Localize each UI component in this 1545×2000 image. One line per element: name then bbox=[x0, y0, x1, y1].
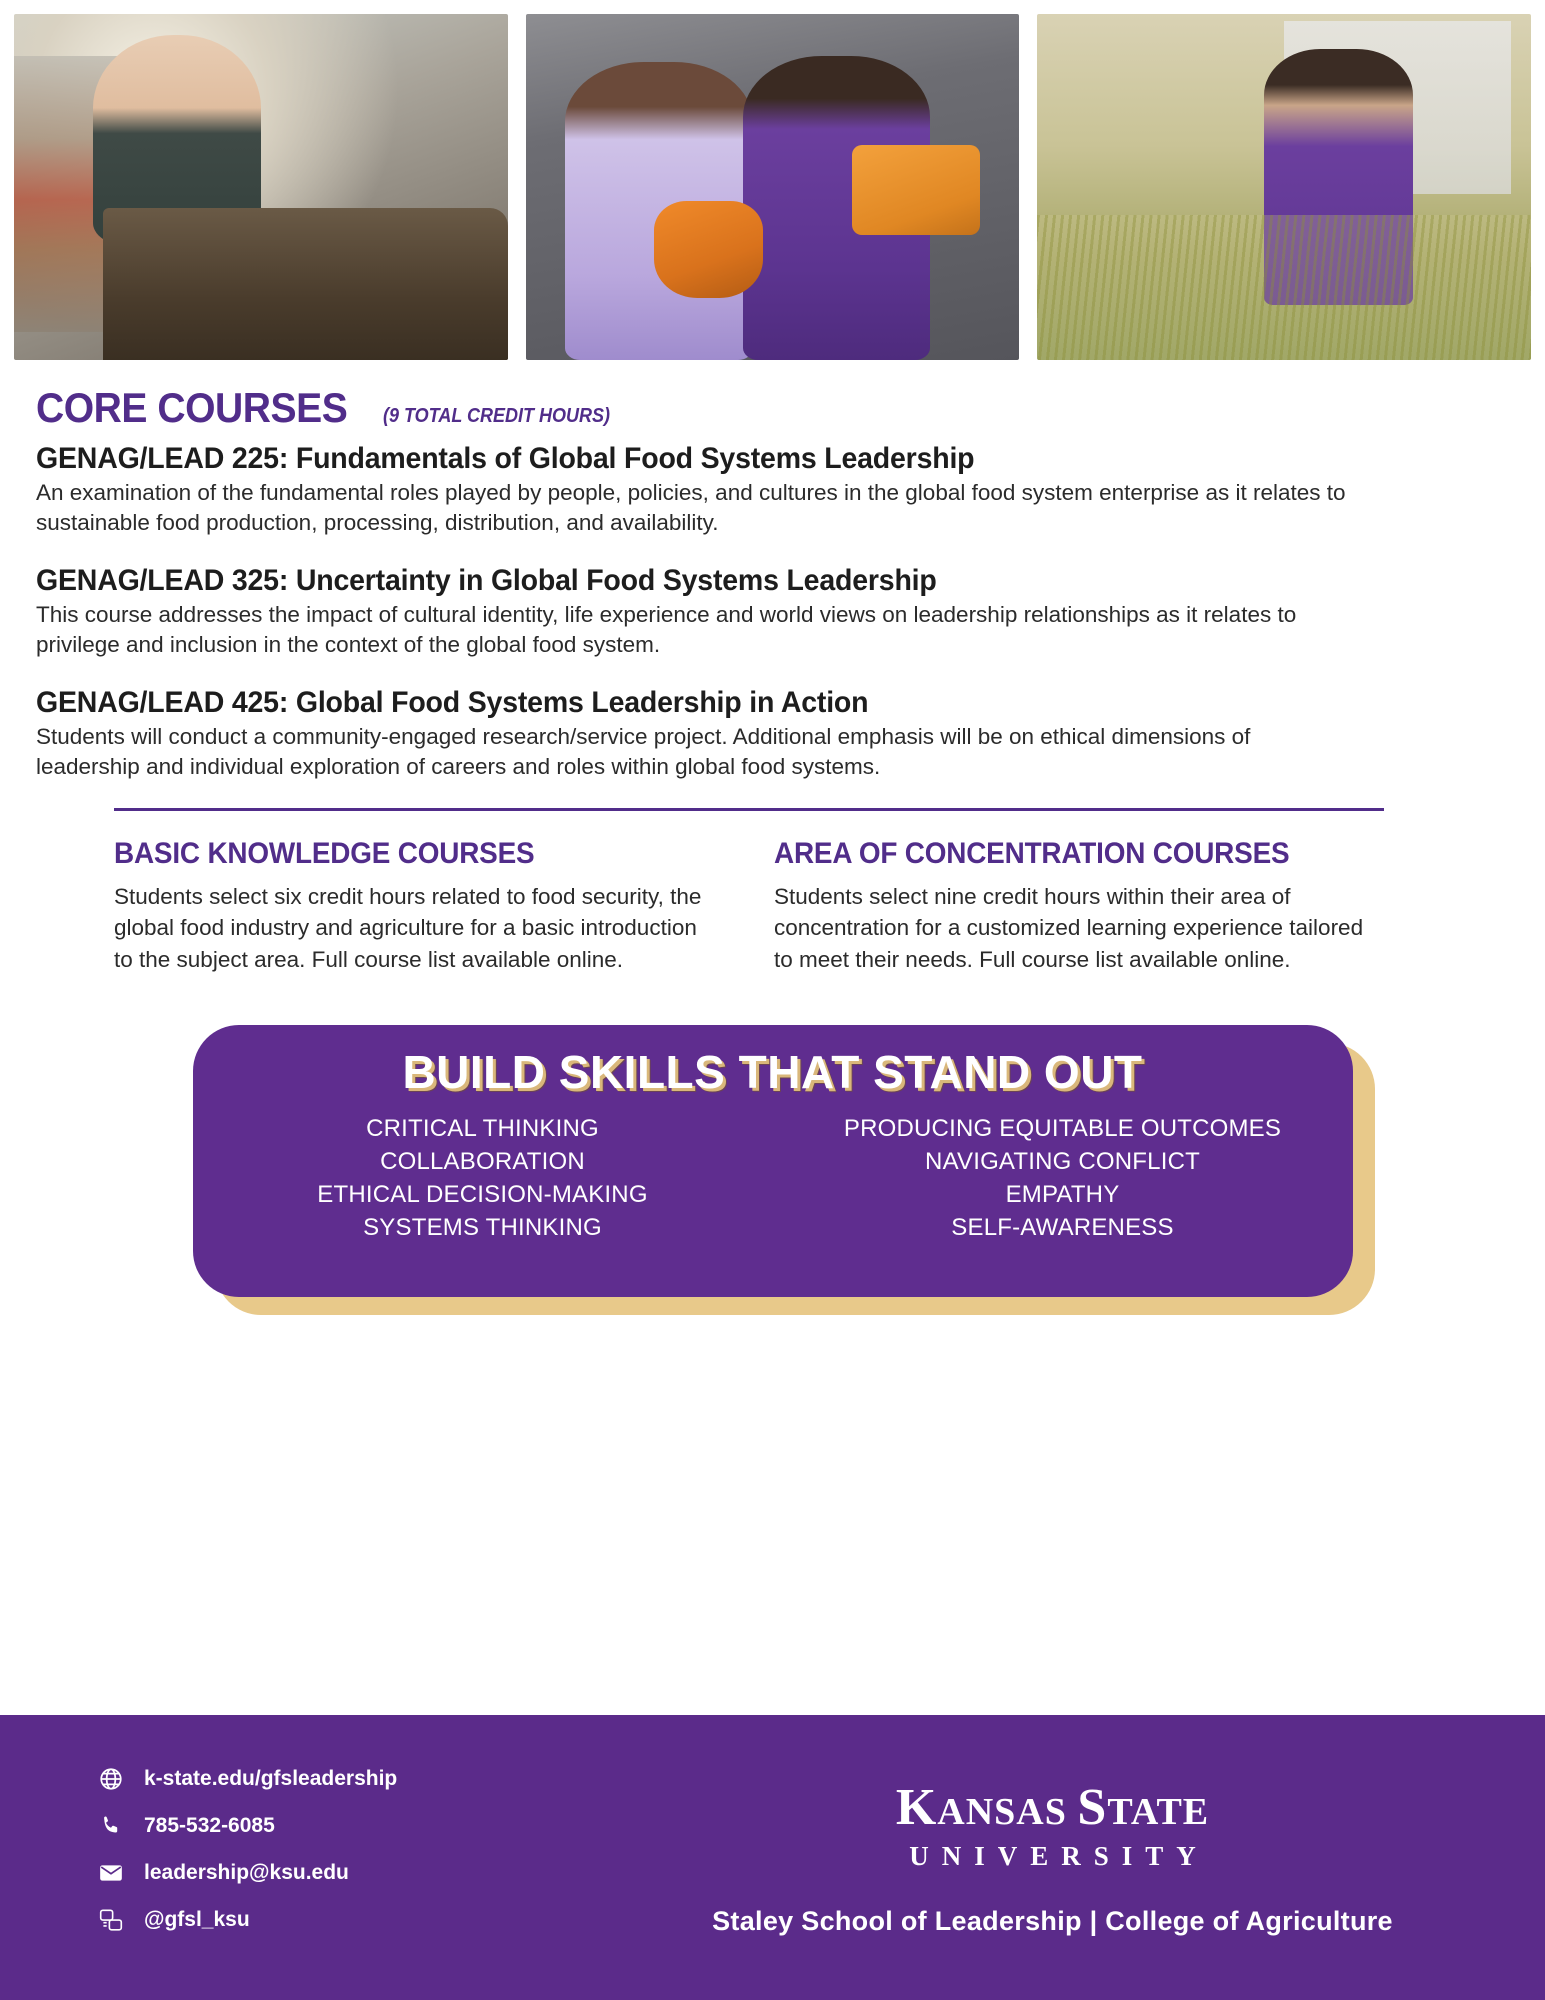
course-entry bbox=[36, 686, 1509, 782]
skills-callout bbox=[193, 1025, 1353, 1315]
contact-social[interactable] bbox=[96, 1905, 600, 1935]
photo-strip bbox=[0, 0, 1545, 360]
skill-item: CRITICAL THINKING bbox=[366, 1115, 599, 1143]
core-courses-credits: (9 TOTAL CREDIT HOURS) bbox=[382, 405, 610, 427]
social-media-icon bbox=[96, 1905, 126, 1935]
area-of-concentration-heading: AREA OF CONCENTRATION COURSES bbox=[774, 836, 1290, 870]
skill-item: SELF-AWARENESS bbox=[951, 1213, 1174, 1241]
section-divider bbox=[114, 808, 1384, 811]
basic-knowledge-text: Students select six credit hours related to food security, the global food industry and agriculture for a basic introduction to the subject area. Full course list available online. bbox=[114, 883, 702, 972]
ksu-ansas: ANSAS bbox=[937, 1791, 1078, 1833]
social-text: @gfsl_ksu bbox=[144, 1907, 250, 1931]
skill-item: PRODUCING EQUITABLE OUTCOMES bbox=[843, 1115, 1282, 1143]
phone-text: 785-532-6085 bbox=[144, 1813, 275, 1837]
footer bbox=[0, 1715, 1545, 2000]
course-title: GENAG/LEAD 425: Global Food Systems Leadership in Action bbox=[36, 685, 869, 719]
skill-item: NAVIGATING CONFLICT bbox=[925, 1147, 1200, 1175]
carrot-bag-shape bbox=[852, 145, 980, 235]
photo-greenhouse-researcher bbox=[1037, 14, 1531, 360]
skills-title: BUILD SKILLS THAT STAND OUT bbox=[402, 1046, 1143, 1099]
area-of-concentration-text: Students select nine credit hours within their area of concentration for a customized learning experience tailored to meet their needs. Full course list available online. bbox=[774, 883, 1364, 972]
course-description: An examination of the fundamental roles played by people, policies, and cultures in the global food system enterprise as it relates to sustainable food production, processing, distribution, and availability. bbox=[36, 480, 1346, 535]
contact-website[interactable] bbox=[96, 1764, 600, 1794]
skills-list-left bbox=[193, 1113, 773, 1245]
ksu-tate: TATE bbox=[1107, 1791, 1210, 1833]
skill-item: COLLABORATION bbox=[380, 1147, 585, 1175]
email-text: leadership@ksu.edu bbox=[144, 1860, 349, 1884]
secondary-course-columns bbox=[36, 837, 1509, 976]
photo-food-pantry bbox=[14, 14, 508, 360]
carrots-shape bbox=[654, 201, 763, 298]
website-text: k-state.edu/gfsleadership bbox=[144, 1766, 398, 1790]
skill-item: ETHICAL DECISION-MAKING bbox=[317, 1180, 648, 1208]
phone-icon bbox=[96, 1811, 126, 1841]
course-entry bbox=[36, 442, 1509, 538]
skills-list-right bbox=[773, 1113, 1353, 1245]
basic-knowledge-column bbox=[114, 837, 714, 976]
envelope-icon bbox=[96, 1858, 126, 1888]
ksu-brand-lockup bbox=[600, 1778, 1545, 1937]
ksu-s: S bbox=[1077, 1779, 1108, 1836]
ksu-wordmark bbox=[600, 1778, 1505, 1837]
globe-icon bbox=[96, 1764, 126, 1794]
core-courses-heading: CORE COURSES bbox=[36, 384, 348, 431]
course-description: Students will conduct a community-engaged research/service project. Additional emphasis will be on ethical dimensions of leadership and individual exploration of careers and roles within global food systems. bbox=[36, 723, 1251, 779]
course-entry bbox=[36, 564, 1509, 660]
contact-email[interactable] bbox=[96, 1858, 600, 1888]
main-content bbox=[0, 360, 1545, 1315]
ksu-university-text: UNIVERSITY bbox=[909, 1841, 1209, 1871]
course-description: This course addresses the impact of cultural identity, life experience and world views on leadership relationships as it relates to privilege and inclusion in the context of the global food system. bbox=[36, 601, 1297, 657]
skills-box bbox=[193, 1025, 1353, 1297]
ksu-k: K bbox=[895, 1779, 938, 1836]
area-of-concentration-column bbox=[774, 837, 1374, 976]
contact-block bbox=[0, 1764, 600, 1952]
ksu-schools-line: Staley School of Leadership | College of Agriculture bbox=[712, 1906, 1393, 1936]
photo-students-carrots bbox=[526, 14, 1020, 360]
photo-figure bbox=[93, 35, 261, 250]
wheat-shape bbox=[1037, 215, 1531, 360]
skills-lists bbox=[193, 1113, 1353, 1245]
skill-item: SYSTEMS THINKING bbox=[363, 1213, 602, 1241]
course-title: GENAG/LEAD 325: Uncertainty in Global Food Systems Leadership bbox=[36, 563, 937, 597]
core-courses-header bbox=[36, 384, 1509, 432]
basic-knowledge-heading: BASIC KNOWLEDGE COURSES bbox=[114, 836, 535, 870]
skill-item: EMPATHY bbox=[1005, 1180, 1120, 1208]
contact-phone[interactable] bbox=[96, 1811, 600, 1841]
course-title: GENAG/LEAD 225: Fundamentals of Global Food Systems Leadership bbox=[36, 442, 975, 475]
